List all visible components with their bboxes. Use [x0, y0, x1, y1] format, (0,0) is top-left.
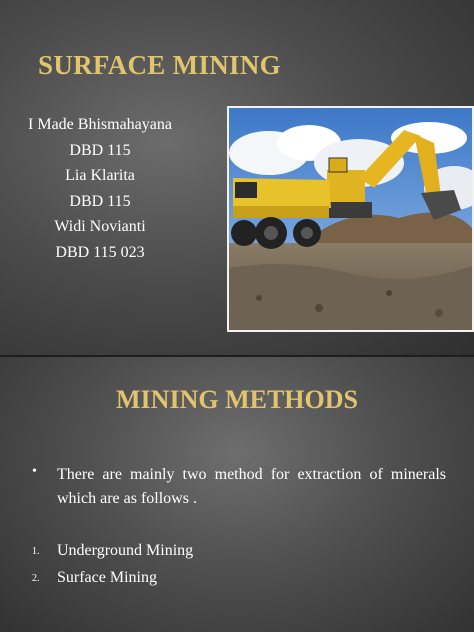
mining-photo — [227, 106, 474, 332]
bullet-icon: • — [32, 464, 37, 479]
list-item — [32, 567, 157, 590]
author-line: DBD 115 — [69, 141, 131, 159]
author-line: Lia Klarita — [65, 167, 135, 184]
bullet-text: There are mainly two method for extraction of minerals which are as follows . — [57, 466, 446, 507]
author-line: I Made Bhismahayana — [28, 116, 172, 133]
list-number: 2. — [32, 573, 40, 584]
list-number: 1. — [32, 546, 40, 557]
slide-title: SURFACE MINING — [38, 50, 281, 80]
list-item — [32, 540, 193, 563]
author-line: DBD 115 023 — [55, 243, 145, 261]
author-line: Widi Novianti — [54, 218, 146, 235]
author-list — [0, 112, 200, 265]
slide-mining-methods — [0, 357, 474, 632]
list-text: Underground Mining — [57, 542, 194, 559]
bullet-item — [32, 463, 446, 511]
slide-title: MINING METHODS — [116, 385, 358, 414]
list-text: Surface Mining — [57, 569, 157, 586]
author-line: DBD 115 — [69, 192, 131, 210]
